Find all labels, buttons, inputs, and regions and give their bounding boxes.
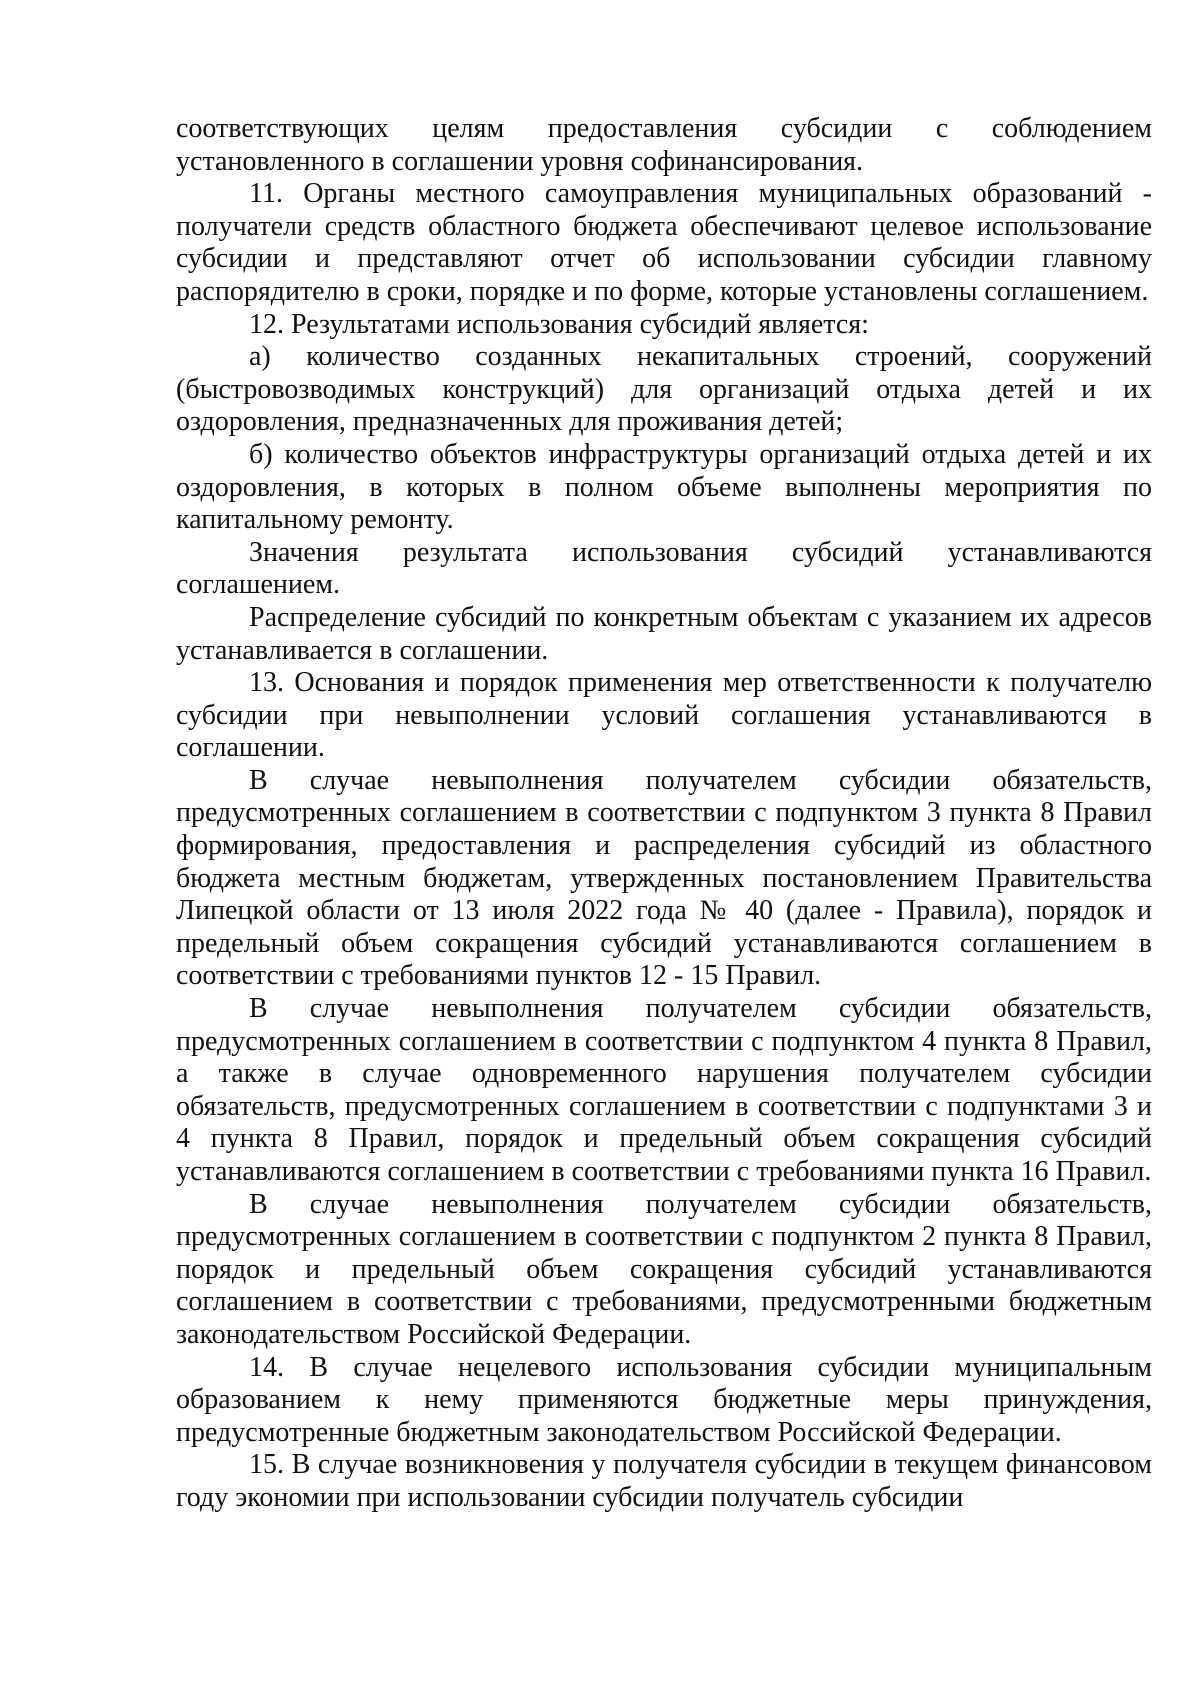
paragraph-item-14: 14. В случае нецелевого использования субсидии муниципальным образованием к нему применяются бюджетные меры принуждения, предусмотренные бюджетным законодательством Российской Федерации.	[176, 1351, 1152, 1448]
paragraph-item-13: 13. Основания и порядок применения мер ответственности к получателю субсидии при невыполнении условий соглашения устанавливаются в соглашении.	[176, 667, 1152, 764]
paragraph-distribution: Распределение субсидий по конкретным объектам с указанием их адресов устанавливается в соглашении.	[176, 601, 1152, 666]
paragraph-item-12: 12. Результатами использования субсидий является:	[249, 308, 869, 340]
paragraph-result-values: Значения результата использования субсидий устанавливаются соглашением.	[176, 536, 1152, 601]
paragraph-subitem-a: а) количество созданных некапитальных строений, сооружений (быстровозводимых конструкций) для организаций отдыха детей и их оздоровления, предназначенных для проживания детей;	[176, 341, 1152, 438]
paragraph-case-subpoint-4: В случае невыполнения получателем субсидии обязательств, предусмотренных соглашением в соответствии с подпунктом 4 пункта 8 Правил, а также в случае одновременного нарушения получателем субсидии обязательств, предусмотренных соглашением в соответствии с подпунктами 3 и 4 пункта 8 Правил, порядок и предельный объем сокращения субсидий устанавливаются соглашением в соответствии с требованиями пункта 16 Правил.	[176, 993, 1152, 1187]
paragraph-continuation: соответствующих целям предоставления субсидии с соблюдением установленного в соглашении уровня софинансирования.	[176, 113, 1152, 177]
paragraph-case-subpoint-3: В случае невыполнения получателем субсидии обязательств, предусмотренных соглашением в соответствии с подпунктом 3 пункта 8 Правил формирования, предоставления и распределения субсидий из областного бюджета местным бюджетам, утвержденных постановлением Правительства Липецкой области от 13 июля 2022 года № 40 (далее - Правила), порядок и предельный объем сокращения субсидий устанавливаются соглашением в соответствии с требованиями пунктов 12 - 15 Правил.	[176, 764, 1152, 992]
paragraph-item-11: 11. Органы местного самоуправления муниципальных образований - получатели средств областного бюджета обеспечивают целевое использование субсидии и представляют отчет об использовании субсидии главному распорядителю в сроки, порядке и по форме, которые установлены соглашением.	[176, 178, 1152, 307]
paragraph-subitem-b: б) количество объектов инфраструктуры организаций отдыха детей и их оздоровления, в которых в полном объеме выполнены мероприятия по капитальному ремонту.	[176, 438, 1152, 536]
paragraph-item-15: 15. В случае возникновения у получателя субсидии в текущем финансовом году экономии при использовании субсидии получатель субсидии	[176, 1449, 1152, 1513]
document-page	[176, 113, 1152, 1515]
paragraph-case-subpoint-2: В случае невыполнения получателем субсидии обязательств, предусмотренных соглашением в соответствии с подпунктом 2 пункта 8 Правил, порядок и предельный объем сокращения субсидий устанавливаются соглашением в соответствии с требованиями, предусмотренными бюджетным законодательством Российской Федерации.	[176, 1188, 1152, 1350]
